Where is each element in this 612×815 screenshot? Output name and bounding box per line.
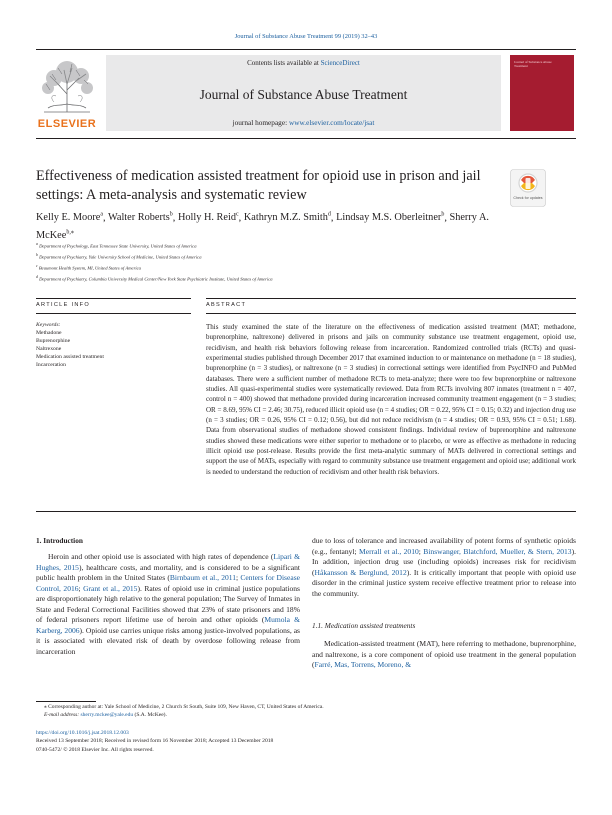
check-for-updates-label: Check for updates	[513, 196, 543, 200]
affiliation: $^d$ Department of Psychiatry, Columbia University Medical Center/New York State Psychiatric Institute, United States of America	[36, 275, 273, 282]
citation-link[interactable]: Centers for Disease Control, 2016	[36, 573, 300, 593]
keyword: Buprenorphine	[36, 337, 71, 344]
article-title: Effectiveness of medication assisted treatment for opioid use in prison and jail settings: A meta-analysis and systematic review	[36, 168, 481, 203]
author[interactable]: Kathryn M.Z. Smith$^d$	[243, 212, 331, 224]
paragraph-text: Heroin and other opioid use is associated with high rates of dependence (	[48, 552, 274, 561]
contents-line	[106, 59, 501, 67]
introduction-paragraph-1-continued	[312, 536, 576, 599]
email-link[interactable]: sherry.mckee@yale.edu	[80, 712, 134, 719]
divider	[206, 298, 576, 299]
author[interactable]: Holly H. Reid$^c$	[177, 212, 239, 224]
affiliation: $^b$ Department of Psychiatry, Yale University School of Medicine, United States of America	[36, 253, 202, 260]
paragraph-text: ). Opioid use carries unique risks among justice-involved populations, as it is associated with elevated risk of death by overdose following release from incarceration	[36, 625, 300, 656]
paragraph-text: ). It is critically important that people with opioid use disorder in the criminal justice system receive effective treatment prior to release into the community.	[312, 567, 576, 598]
subsection-heading-mat: 1.1. Medication assisted treatments	[312, 621, 416, 630]
citation-link[interactable]: Håkansson & Berglund, 2012	[314, 567, 407, 577]
citation-link[interactable]: Binswanger, Blatchford, Mueller, & Stern, 2013	[423, 546, 572, 556]
paragraph-text: Medication-assisted treatment (MAT), here referring to methadone, buprenorphine, and naltrexone, is a core component of opioid use treatment in the general population (	[312, 639, 576, 670]
homepage-line	[106, 118, 501, 127]
paragraph-text: ). In addition, injection drug use (including opioids) increases risk for recidivism (	[312, 546, 576, 577]
keywords-label: Keywords:	[36, 322, 61, 328]
paragraph-text: ), healthcare costs, and mortality, and is considered to be a significant public health problem in the United States (	[36, 562, 300, 583]
abstract-heading: ABSTRACT	[206, 302, 247, 308]
citation-link[interactable]: Farré, Mas, Torrens, Moreno, &	[314, 660, 412, 670]
keyword: Incarceration	[36, 361, 66, 368]
corresponding-author-note: ⁎ Corresponding author at: Yale School of Medicine, 2 Church St South, Suite 109, New Haven, CT, United States of America. E-mail address: sherry.mckee@yale.edu (S.A. McKee).	[44, 704, 324, 719]
doi-link[interactable]: https://doi.org/10.1016/j.jsat.2018.12.003	[36, 730, 129, 736]
article-info-heading: ARTICLE INFO	[36, 302, 91, 308]
journal-cover-title: Journal of Substance Abuse Treatment	[514, 60, 552, 68]
received-dates: Received 13 September 2018; Received in revised form 16 November 2018; Accepted 13 December 2018	[36, 738, 274, 745]
footnote-divider	[36, 701, 96, 702]
journal-name: Journal of Substance Abuse Treatment	[199, 87, 408, 102]
journal-reference[interactable]: Journal of Substance Abuse Treatment 99 (2019) 32–43	[234, 33, 378, 40]
check-for-updates-icon[interactable]	[510, 169, 546, 207]
citation-link[interactable]: Lipari & Hughes, 2015	[36, 552, 300, 572]
homepage-prefix: journal homepage:	[232, 118, 289, 127]
section-heading-introduction: 1. Introduction	[36, 536, 83, 545]
keyword: Naltrexone	[36, 345, 62, 352]
keyword: Methadone	[36, 329, 62, 336]
paragraph-text: ;	[236, 573, 241, 583]
author[interactable]: Sherry A. McKee$^{b,⁎}$	[36, 212, 489, 241]
author[interactable]: Walter Roberts$^b$	[107, 212, 173, 224]
paragraph-text: due to loss of tolerance and increased availability of potent forms of synthetic opioids (e.g., fentanyl;	[312, 536, 576, 556]
paragraph-text: ). Rates of opioid use in criminal justice populations are disproportionately high relative to the general population; The Survey of Inmates in State and Federal Correctional Facilities showed that 23% of state prisoners and 18% of federal prisoners report lifetime use of heroin and other opioids (	[36, 583, 300, 625]
citation-link[interactable]: Grant et al., 2015	[83, 583, 138, 593]
introduction-paragraph-1	[36, 552, 300, 657]
divider	[36, 511, 576, 512]
divider	[36, 313, 191, 314]
author[interactable]: Lindsay M.S. Oberleitner$^b$	[336, 212, 445, 224]
author-list: Kelly E. Moore$^a$, Walter Roberts$^b$, Holly H. Reid$^c$, Kathryn M.Z. Smith$^d$, Lindsay M.S. Oberleitner$^b$, Sherry A. McKee$^{b,⁎}$	[36, 212, 489, 241]
citation-link[interactable]: Birnbaum et al., 2011	[169, 573, 237, 583]
affiliation: $^a$ Department of Psychology, East Tennessee State University, United States of America	[36, 242, 197, 249]
paragraph-text: ;	[78, 583, 84, 593]
publisher-wordmark: ELSEVIER	[37, 118, 97, 130]
publication-info	[36, 729, 576, 754]
abstract-text: This study examined the state of the literature on the effectiveness of medication assisted treatment (MAT; methadone, buprenorphine, naltrexone) delivered in prisons and jails on community substance use treatment engagement, opioid use, recidivism, and health risk behaviors following release from incarceration. Randomized controlled trials (RCTs) and quasi-experimental studies published through December 2017 that examined induction to or maintenance on methadone (n = 18 studies), buprenorphine (n = 3 studies), or naltrexone (n = 3 studies) in correctional settings were identified from PsycINFO and PubMed databases. There were a sufficient number of methadone RCTs to meta-analyze; there were too few buprenorphine or naltrexone studies. All quasi-experimental studies were systematically reviewed. Data from RCTs involving 807 inmates (treatment n = 407, control n = 400) showed that methadone provided during incarceration increased community treatment engagement (n = 3 studies; OR = 8.69, 95% CI = 2.46; 30.75), reduced illicit opioid use (n = 4 studies; OR = 0.22, 95% CI = 0.15; 0.32) and injection drug use (n = 3 studies; OR = 0.26, 95% CI = 0.12; 0.56), but did not reduce recidivism (n = 4 studies; OR = 0.93, 95% CI = 0.51; 1.68). Data from observational studies of methadone showed consistent findings. Individual review of buprenorphine and naltrexone studies showed these medications were either superior to methadone or to placebo, or were as effective as methadone in reducing illicit opioid use post-release. Results provide the first meta-analytic summary of MATs delivered in correctional settings and support the use of MATs, especially with regard to community substance use treatment engagement and opioid use; additional work is needed to understand the reduction of recidivism and other health risk behaviors.	[206, 323, 576, 476]
author[interactable]: Kelly E. Moore$^a$	[36, 212, 104, 224]
homepage-link[interactable]: www.elsevier.com/locate/jsat	[288, 118, 375, 127]
paragraph-text: ;	[418, 546, 424, 556]
copyright-line: 0740-5472/ © 2018 Elsevier Inc. All rights reserved.	[36, 746, 154, 753]
divider	[206, 313, 576, 314]
affiliation: $^c$ Beaumont Health System, MI, United States of America	[36, 264, 141, 271]
keywords-block	[36, 322, 191, 369]
citation-link[interactable]: Merrall et al., 2010	[359, 546, 419, 556]
introduction-paragraph-2	[312, 639, 576, 671]
email-label: E-mail address:	[44, 712, 80, 719]
divider	[36, 298, 191, 299]
contents-prefix: Contents lists available at	[247, 59, 321, 67]
keyword: Medication assisted treatment	[36, 353, 104, 360]
affiliation-list	[36, 240, 576, 285]
citation-link[interactable]: Mumola & Karberg, 2006	[36, 615, 300, 635]
sciencedirect-link[interactable]: ScienceDirect	[320, 59, 360, 67]
